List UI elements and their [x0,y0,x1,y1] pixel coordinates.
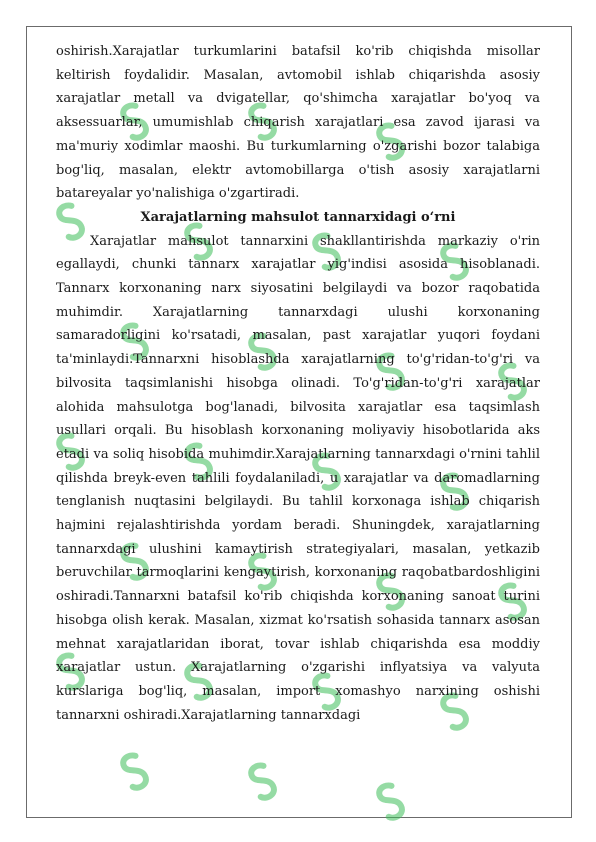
section-heading: Xarajatlarning mahsulot tannarxidagi o‘rni [140,209,456,225]
document-body [56,40,540,727]
paragraph-intro: oshirish.Xarajatlar turkumlarini batafsil ko'rib chiqishda misollar keltirish foydalidir. Masalan, avtomobil ishlab chiqarishda asosiy xarajatlar metall va dvigatellar, qo'shimcha xarajatlar bo'yoq va aksessuarlar, umumishlab chiqarish xarajatlari esa zavod ijarasi va ma'muriy xodimlar maoshi. Bu turkumlarning o'zgarishi bozor talabiga bog'liq, masalan, elektr avtomobillarga o'tish asosiy xarajatlarni batareyalar yo'nalishiga o'zgartiradi. [56,44,540,202]
paragraph-main: Xarajatlar mahsulot tannarxini shakllantirishda markaziy o'rin egallaydi, chunki tannarx xarajatlar yig'indisi asosida hisoblanadi. Tannarx korxonaning narx siyosatini belgilaydi va bozor raqobatida muhimdir. Xarajatlarning tannarxdagi ulushi korxonaning samaradorligini ko'rsatadi, masalan, past xarajatlar yuqori foydani ta'minlaydi.Tannarxni hisoblashda xarajatlarning to'g'ridan-to'g'ri va bilvosita taqsimlanishi hisobga olinadi. To'g'ridan-to'g'ri xarajatlar alohida mahsulotga bog'lanadi, bilvosita xarajatlar esa taqsimlash usullari orqali. Bu hisoblash korxonaning moliyaviy hisobotlarida aks etadi va soliq hisobida muhimdir.Xarajatlarning tannarxdagi o'rnini tahlil qilishda breyk-even tahlili foydalaniladi, u xarajatlar va daromadlarning tenglanish nuqtasini belgilaydi. Bu tahlil korxonaga ishlab chiqarish hajmini rejalashtirishda yordam beradi. Shuningdek, xarajatlarning tannarxdagi ulushini kamaytirish strategiyalari, masalan, yetkazib beruvchilar tarmoqlarini kengaytirish, korxonaning raqobatbardoshligini oshiradi.Tannarxni batafsil ko'rib chiqishda korxonaning sanoat turini hisobga olish kerak. Masalan, xizmat ko'rsatish sohasida tannarx asosan mehnat xarajatlaridan iborat, tovar ishlab chiqarishda esa moddiy xarajatlar ustun. Xarajatlarning o'zgarishi inflyatsiya va valyuta kurslariga bog'liq, masalan, import xomashyo narxining oshishi tannarxni oshiradi.Xarajatlarning tannarxdagi [56,233,540,723]
